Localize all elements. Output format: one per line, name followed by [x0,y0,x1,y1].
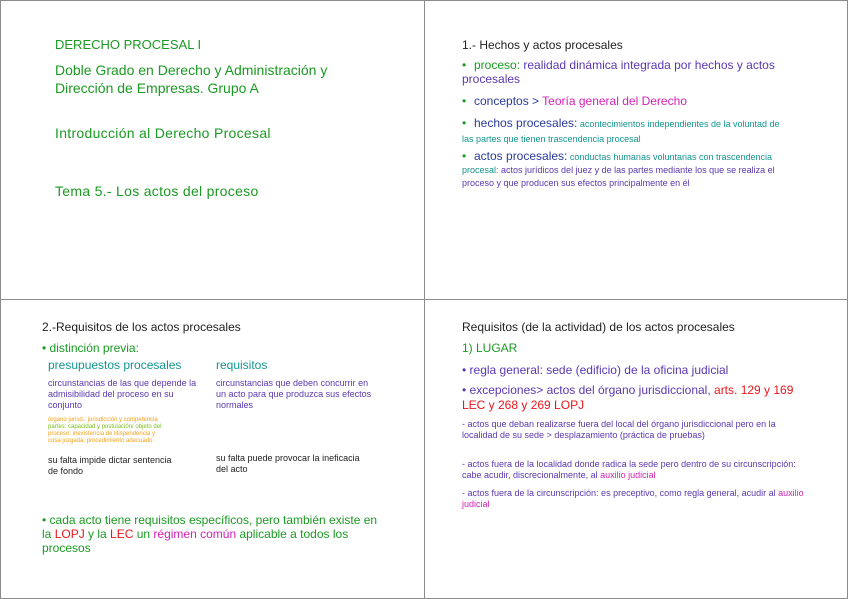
general-rule-text: • regla general: sede (edificio) de la oficina judicial [462,363,729,377]
final-regimen: régimen común [153,527,237,541]
term-actos: actos procesales: [474,149,568,163]
col2-heading: requisitos [216,358,268,372]
lugar-heading: 1) LUGAR [462,341,518,355]
final-text-c: un [133,527,154,541]
subject-title: Introducción al Derecho Procesal [55,125,271,141]
bullet-conceptos: • conceptos > Teoría general del Derecho [462,94,687,108]
general-rule [462,363,807,377]
col1-lack: su falta impide dictar sentencia de fondo [48,455,172,476]
note-line-1: órgano jurisd.: jurisdicción y competencia [48,417,158,423]
term-proceso: proceso: [474,58,521,72]
course-title: DERECHO PROCESAL I [55,37,202,52]
slide-title: 1.- Hechos y actos procesales [462,38,623,52]
exceptions-text: • excepciones> actos del órgano jurisdiccional, [462,383,715,397]
col2-description: circunstancias que deben concurrir en un acto para que produzca sus efectos normales [216,378,372,410]
text-proceso: realidad dinámica integrada por hechos y actos procesales [462,58,775,86]
text-hechos: acontecimientos independientes de la voluntad de las partes que tienen trascendencia procesal [462,119,780,144]
col1-description: circunstancias de las que depende la admisibilidad del proceso en su conjunto [48,378,197,410]
horizontal-divider [0,299,848,300]
text-conceptos: Teoría general del Derecho [539,94,687,108]
final-statement [42,513,382,555]
note-line-3: proceso: inexistencia de litispendencia y [48,431,156,437]
small-notes [48,417,213,445]
final-lec: LEC [110,527,134,541]
paragraph-3 [462,488,807,510]
final-text-a: • cada acto tiene requisitos específicos, pero también existe en la [42,513,378,541]
slide-title: 2.-Requisitos de los actos procesales [42,320,241,334]
paragraph-3-text: - actos fuera de la circunscripción: es preceptivo, como regla general, acudir al [462,488,779,498]
term-conceptos: conceptos > [474,94,540,108]
bullet-hechos: • hechos procesales: acontecimientos independientes de la voluntad de las partes que tienen trascendencia procesal [462,116,780,144]
degree-title: Doble Grado en Derecho y Administración y Dirección de Empresas. Grupo A [55,62,328,96]
paragraph-2-highlight: auxilio judicial [600,470,656,480]
note-line-4: cosa juzgada; procedimiento adecuado [48,438,153,444]
paragraph-3-highlight: auxilio judicial [462,488,804,509]
bullet-actos: • actos procesales: conductas humanas voluntarias con trascendencia procesal: actos jurídicos del juez y de las partes mediante los que se realiza el proceso y que producen sus efectos principalmente en él [462,149,775,188]
text-actos-2: actos jurídicos del juez y de las partes mediante los que se realiza el proceso y que producen sus efectos principalmente en él [462,165,775,188]
term-hechos: hechos procesales: [474,116,578,130]
bullet-proceso: • proceso: realidad dinámica integrada por hechos y actos procesales [462,58,775,86]
note-line-2: partes: capacidad y postulación/ objeto del [48,424,162,430]
final-lopj: LOPJ [54,527,85,541]
col1-heading: presupuestos procesales [48,358,182,372]
col2-lack: su falta puede provocar la ineficacia del acto [216,453,360,474]
paragraph-2-text: - actos fuera de la localidad donde radica la sede pero dentro de su circunscripción: cabe acudir, discrecionalmente, al [462,459,796,480]
paragraph-2 [462,459,807,481]
slide-title: Requisitos (de la actividad) de los actos procesales [462,320,735,334]
previous-distinction: • distinción previa: [42,341,139,355]
exceptions-articles: arts. 129 y 169 LEC y 268 y 269 LOPJ [462,383,794,412]
paragraph-1: - actos que deban realizarse fuera del local del órgano jurisdiccional pero en la localidad de su sede > desplazamiento (práctica de pruebas) [462,419,776,440]
exceptions [462,383,807,413]
topic-title: Tema 5.- Los actos del proceso [55,183,259,199]
text-actos: conductas humanas voluntarias con trascendencia procesal: [462,152,773,175]
final-text-d: aplicable a todos los procesos [42,527,349,555]
final-text-b: y la [84,527,111,541]
